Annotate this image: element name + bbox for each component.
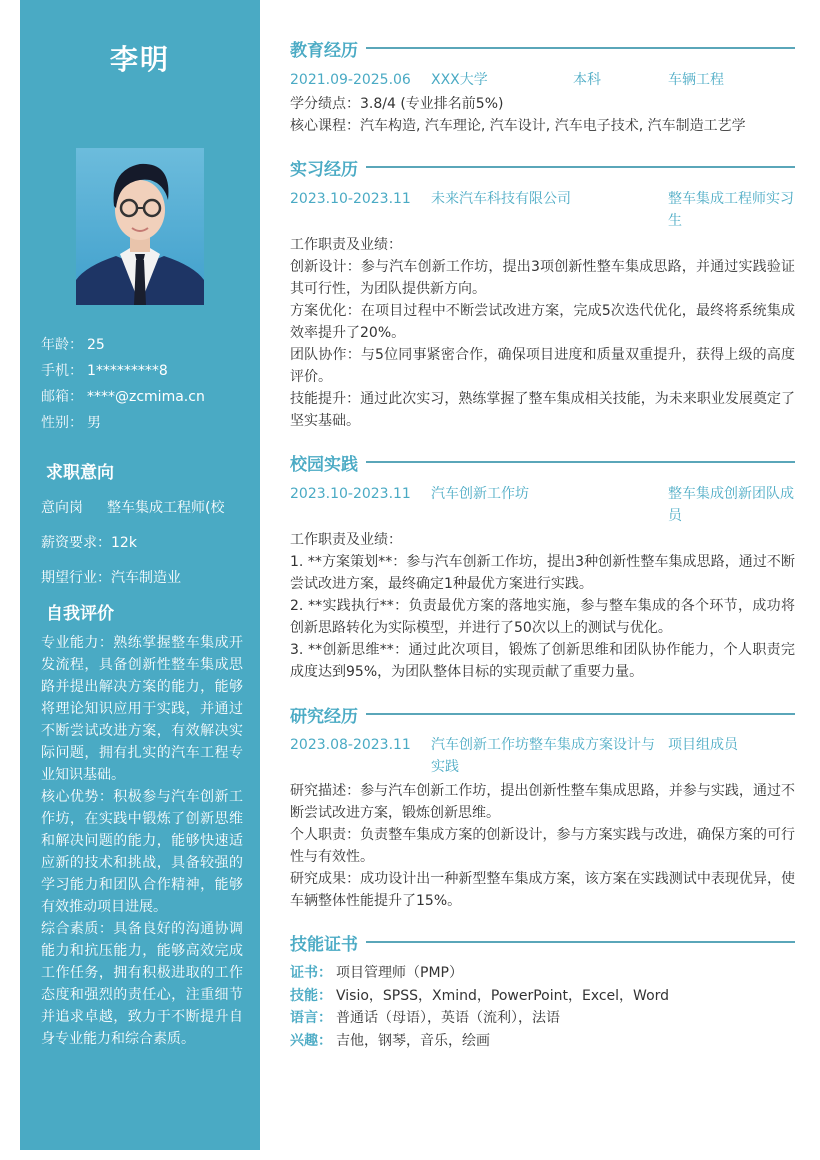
internship-details: 工作职责及业绩： 创新设计：参与汽车创新工作坊，提出3项创新性整车集成思路，并通过实践验证其可行性，为团队提供新方向。 方案优化：在项目过程中不断尝试改进方案，完成5次迭代优化，最终将系统集成效率提升了20%。 团队协作：与5位同事紧密合作，确保项目进度和质量双重提升，获得上级的高度评价。 技能提升：通过此次实习，熟练掌握了整车集成相关技能，为未来职业发展奠定了坚实基础。 xyxy=(290,237,795,429)
education-school: XXX大学 xyxy=(431,72,488,88)
divider xyxy=(366,713,795,715)
campus-heading: 校园实践 xyxy=(290,450,795,474)
internship-heading: 实习经历 xyxy=(290,155,795,179)
internship-date: 2023.10-2023.11 xyxy=(290,191,411,207)
intent-industry: 期望行业：汽车制造业 xyxy=(41,570,181,586)
person-portrait-icon xyxy=(76,148,204,305)
education-degree: 本科 xyxy=(573,72,601,88)
evaluation-strengths: 核心优势：积极参与汽车创新工作坊，在实践中锻炼了创新思维和解决问题的能力，能够快速适应新的技术和挑战，具备较强的学习能力和团队合作精神，能够有效推动项目进展。 xyxy=(41,789,243,915)
research-project: 汽车创新工作坊整车集成方案设计与实践 xyxy=(431,737,655,775)
divider xyxy=(366,461,795,463)
job-intent xyxy=(41,497,224,602)
avatar-photo xyxy=(76,148,204,305)
education-major: 车辆工程 xyxy=(668,72,724,88)
info-phone: 手机： 1*********8 xyxy=(41,363,168,379)
intent-salary: 薪资要求：12k xyxy=(41,535,137,551)
campus-date: 2023.10-2023.11 xyxy=(290,486,411,502)
research-date: 2023.08-2023.11 xyxy=(290,737,411,753)
self-evaluation xyxy=(41,632,243,1050)
evaluation-professional: 专业能力：熟练掌握整车集成开发流程，具备创新性整车集成思路并提出解决方案的能力，能够将理论知识应用于实践，并通过不断尝试改进方案，有效解决实际问题，拥有扎实的汽车工程专业知识基础。 xyxy=(41,635,243,783)
info-age: 年龄： 25 xyxy=(41,337,105,353)
self-evaluation-heading: 自我评价 xyxy=(46,604,114,624)
internship-company: 未来汽车科技有限公司 xyxy=(431,191,571,207)
research-role: 项目组成员 xyxy=(668,737,738,753)
intent-position: 意向岗 整车集成工程师(校 xyxy=(41,500,225,516)
candidate-name: 李明 xyxy=(109,43,170,76)
info-gender: 性别： 男 xyxy=(41,415,101,431)
research-heading: 研究经历 xyxy=(290,702,795,726)
divider xyxy=(366,47,795,49)
campus-details: 工作职责及业绩： 1. **方案策划**：参与汽车创新工作坊，提出3种创新性整车集成思路，通过不断尝试改进方案，最终确定1种最优方案进行实践。 2. **实践执行**：负责最优方案的落地实施，参与整车集成的各个环节，成功将创新思路转化为实际模型，并进行了50次以上的测试与优化。 3. **创新思维**：通过此次项目，锻炼了创新思维和团队协作能力，个人职责完成度达到95%，为团队整体目标的实现贡献了重要力量。 xyxy=(290,532,795,680)
divider xyxy=(366,166,795,168)
campus-role: 整车集成创新团队成员 xyxy=(668,486,794,524)
education-details: 学分绩点：3.8/4 (专业排名前5%) 核心课程：汽车构造, 汽车理论, 汽车设计, 汽车电子技术, 汽车制造工艺学 xyxy=(290,96,746,134)
education-heading: 教育经历 xyxy=(290,36,795,60)
skills-software: 技能： Visio，SPSS，Xmind，PowerPoint，Excel，Word xyxy=(290,987,670,1004)
job-intent-heading: 求职意向 xyxy=(46,463,114,483)
internship-role: 整车集成工程师实习生 xyxy=(668,191,794,229)
evaluation-qualities: 综合素质：具备良好的沟通协调能力和抗压能力，能够高效完成工作任务，拥有积极进取的工作态度和强烈的责任心，注重细节并追求卓越，致力于不断提升自身专业能力和综合素质。 xyxy=(41,921,243,1047)
personal-info xyxy=(41,334,205,438)
divider xyxy=(366,941,795,943)
skills-list xyxy=(290,962,669,1052)
skills-language: 语言： 普通话（母语），英语（流利），法语 xyxy=(290,1010,560,1026)
info-email: 邮箱： ****@zcmima.cn xyxy=(41,389,205,405)
campus-org: 汽车创新工作坊 xyxy=(431,486,529,502)
research-details: 研究描述：参与汽车创新工作坊，提出创新性整车集成思路，并参与实践，通过不断尝试改进方案，锻炼创新思维。 个人职责：负责整车集成方案的创新设计，参与方案实践与改进，确保方案的可行性与有效性。 研究成果：成功设计出一种新型整车集成方案，该方案在实践测试中表现优异，使车辆整体性能提升了15%。 xyxy=(290,783,795,909)
education-date: 2021.09-2025.06 xyxy=(290,72,411,88)
skills-heading: 技能证书 xyxy=(290,930,795,954)
skills-certificate: 证书： 项目管理师（PMP） xyxy=(290,965,463,981)
sidebar xyxy=(20,0,260,1150)
skills-hobbies: 兴趣： 吉他，钢琴，音乐，绘画 xyxy=(290,1032,490,1049)
